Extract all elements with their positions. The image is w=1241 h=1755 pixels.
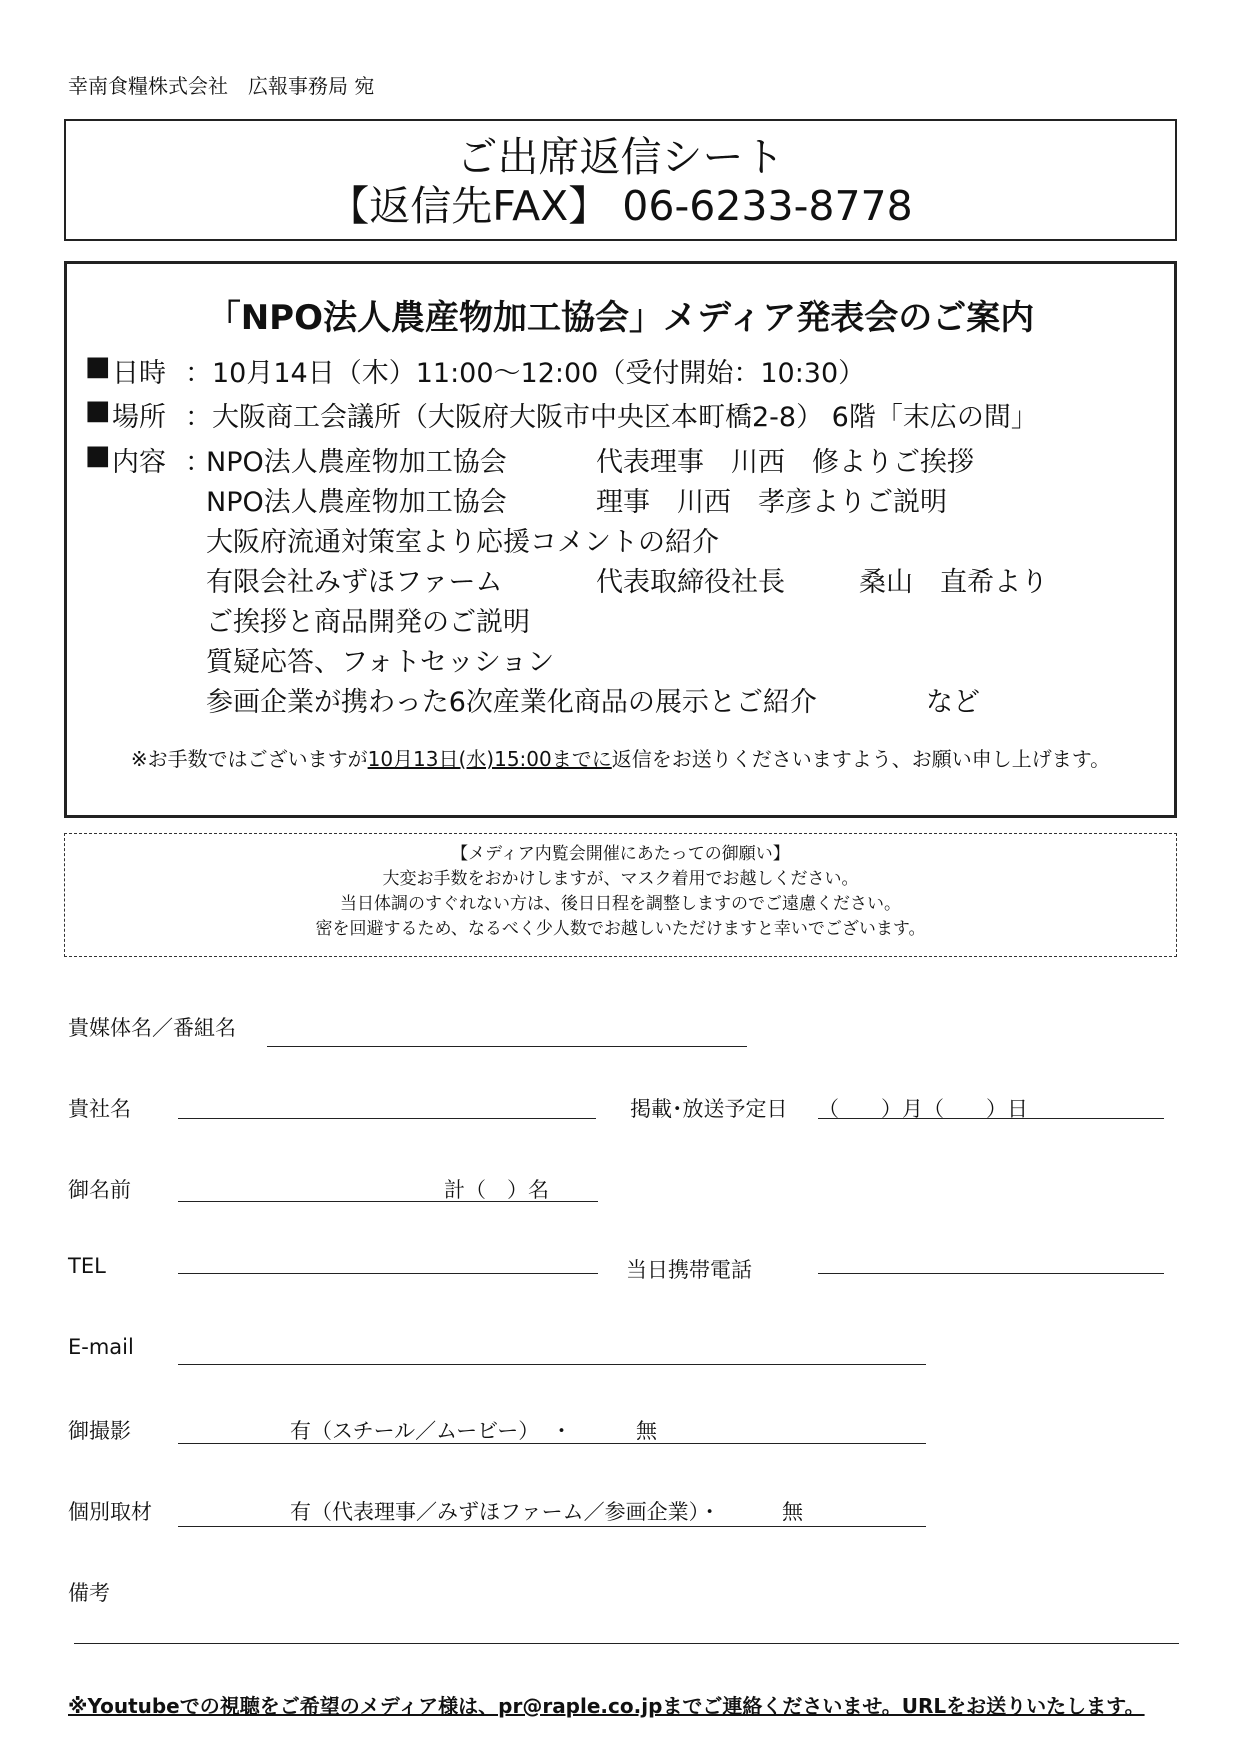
deadline-post: 返信をお送りくださいますよう、お願い申し上げます。: [611, 747, 1111, 771]
photo-no-option[interactable]: 無: [636, 1419, 657, 1443]
addressee: 幸南食糧株式会社 広報事務局 宛: [68, 74, 375, 98]
name-label: 御名前: [68, 1178, 131, 1202]
schedule-field[interactable]: [818, 1118, 1164, 1119]
notice-heading: 【メディア内覧会開催にあたっての御願い】: [451, 844, 790, 864]
schedule-value: （ ）月（ ）日: [818, 1097, 1028, 1121]
date-label: 日時: [112, 358, 166, 389]
youtube-note: ※Youtubeでの視聴をご希望のメディア様は、pr@raple.co.jpまでご連絡くださいませ。URLをお送りいたします。: [68, 1694, 1145, 1718]
company-field[interactable]: [178, 1118, 596, 1119]
bullet-icon: ■: [85, 440, 111, 471]
date-value: ：10月14日（木）11:00～12:00（受付開始：10:30）: [185, 358, 866, 389]
fax-number: 【返信先FAX】 06-6233-8778: [328, 182, 913, 230]
photo-label: 御撮影: [68, 1419, 131, 1443]
interview-yes-option[interactable]: 有（代表理事／みずほファーム／参画企業）・: [290, 1500, 721, 1524]
bullet-icon: ■: [85, 395, 111, 426]
notice-line: 密を回避するため、なるべく少人数でお越しいただけますと幸いでございます。: [315, 919, 926, 939]
company-label: 貴社名: [68, 1097, 131, 1121]
name-field[interactable]: [178, 1201, 598, 1202]
program-speaker: 桑山 直希より: [859, 567, 1048, 598]
tel-label: TEL: [68, 1254, 106, 1278]
title-box: [64, 119, 1177, 241]
program-org: NPO法人農産物加工協会: [206, 447, 507, 478]
program-org: 有限会社みずほファーム: [206, 567, 503, 598]
email-label: E-mail: [68, 1335, 134, 1359]
notice-box: [64, 833, 1177, 957]
event-info-box: [64, 261, 1177, 818]
program-speaker: 理事 川西 孝彦よりご説明: [596, 487, 947, 518]
tel-field[interactable]: [178, 1273, 598, 1274]
program-text: ご挨拶と商品開発のご説明: [206, 607, 530, 638]
program-role: 代表取締役社長: [596, 567, 785, 598]
bullet-icon: ■: [85, 351, 111, 382]
deadline-date: 10月13日(水)15:00までに: [367, 747, 612, 771]
program-text: 参画企業が携わった6次産業化商品の展示とご紹介: [206, 687, 817, 718]
content-label: 内容: [112, 447, 166, 478]
media-label: 貴媒体名／番組名: [68, 1016, 236, 1040]
notice-line: 当日体調のすぐれない方は、後日日程を調整しますのでご遠慮ください。: [340, 894, 901, 914]
program-text: 大阪府流通対策室より応援コメントの紹介: [206, 527, 719, 558]
photo-field: [178, 1443, 926, 1444]
place-value: ：大阪商工会議所（大阪府大阪市中央区本町橋2-8） 6階「末広の間」: [185, 402, 1038, 433]
remarks-field[interactable]: [74, 1643, 1179, 1644]
mobile-field[interactable]: [818, 1273, 1164, 1274]
deadline-pre: ※お手数ではございますが: [130, 747, 368, 771]
interview-field: [178, 1526, 926, 1527]
notice-line: 大変お手数をおかけしますが、マスク着用でお越しください。: [382, 869, 859, 889]
sheet-title: ご出席返信シート: [456, 133, 785, 181]
program-org: NPO法人農産物加工協会: [206, 487, 507, 518]
content-colon: ：: [185, 447, 212, 478]
interview-no-option[interactable]: 無: [782, 1500, 803, 1524]
place-label: 場所: [112, 402, 166, 433]
email-field[interactable]: [178, 1364, 926, 1365]
count-value: 計（ ）名: [444, 1178, 549, 1202]
remarks-label: 備考: [68, 1581, 110, 1605]
reply-deadline: [67, 743, 1174, 772]
schedule-label: 掲載･放送予定日: [630, 1097, 788, 1121]
program-text: 質疑応答、フォトセッション: [206, 647, 555, 678]
photo-yes-option[interactable]: 有（スチール／ムービー）: [290, 1419, 540, 1443]
photo-separator: ・: [551, 1419, 572, 1443]
interview-label: 個別取材: [68, 1500, 152, 1524]
program-etc: など: [926, 687, 980, 718]
media-field[interactable]: [267, 1046, 747, 1047]
event-title: 「NPO法人農産物加工協会」メディア発表会のご案内: [206, 298, 1035, 338]
mobile-label: 当日携帯電話: [626, 1258, 752, 1282]
program-speaker: 代表理事 川西 修よりご挨拶: [596, 447, 974, 478]
